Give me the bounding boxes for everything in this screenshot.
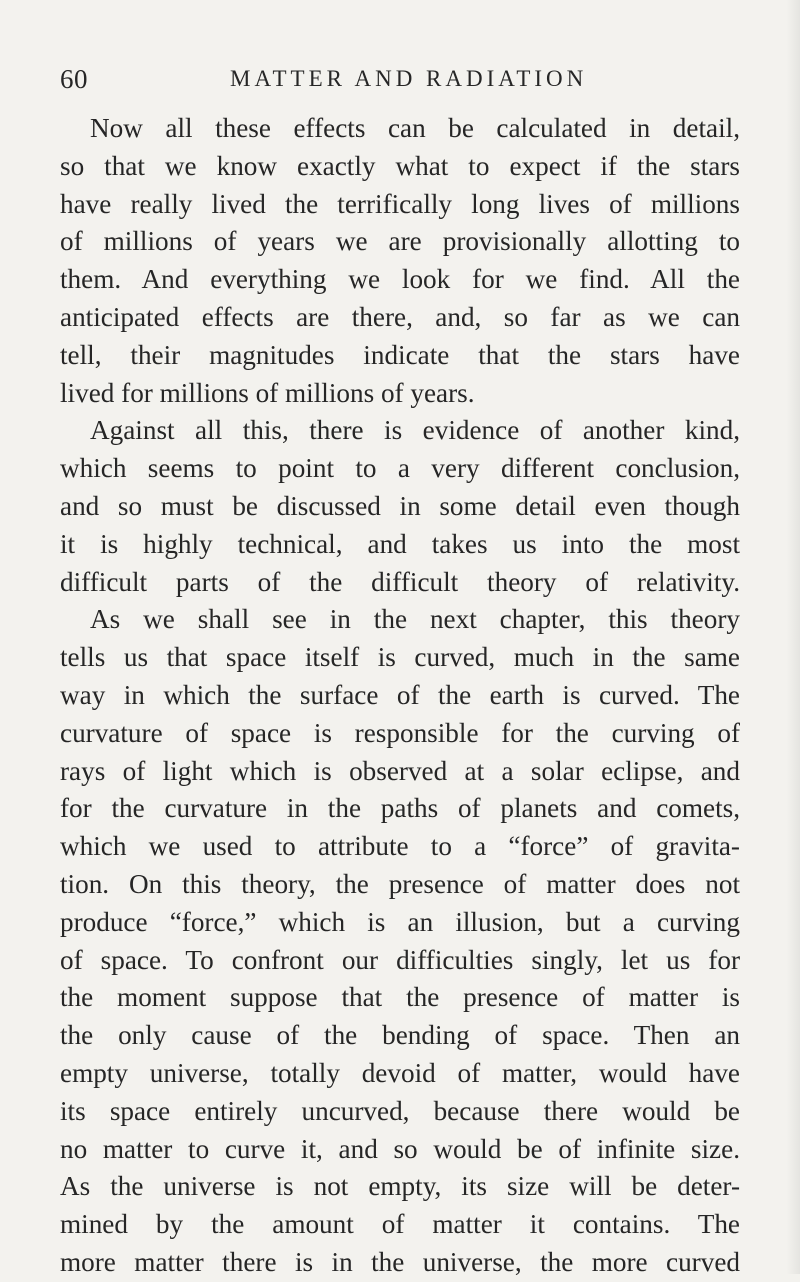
- text-line: of millions of years we are provisionally allotting to: [60, 226, 740, 257]
- text-line: which seems to point to a very different conclusion,: [60, 453, 740, 484]
- text-line: tells us that space itself is curved, much in the same: [60, 642, 740, 673]
- text-line: more matter there is in the universe, the more curved: [60, 1246, 740, 1277]
- text-line: produce “force,” which is an illusion, but a curving: [60, 906, 740, 937]
- text-line: so that we know exactly what to expect if the stars: [60, 150, 740, 181]
- text-line: curvature of space is responsible for the curving of: [60, 717, 740, 748]
- text-line: tion. On this theory, the presence of matter does not: [60, 868, 740, 899]
- text-line: lived for millions of millions of years.: [60, 377, 475, 408]
- text-line: mined by the amount of matter it contains. The: [60, 1209, 740, 1240]
- text-line: the moment suppose that the presence of matter is: [60, 982, 740, 1013]
- text-line: and so must be discussed in some detail even though: [60, 490, 740, 521]
- page-header: [60, 62, 740, 102]
- text-line: empty universe, totally devoid of matter, would have: [60, 1057, 740, 1088]
- text-line: difficult parts of the difficult theory of relativity.: [60, 566, 740, 597]
- text-line: for the curvature in the paths of planets and comets,: [60, 793, 740, 824]
- body-text: [60, 110, 740, 1282]
- text-line: tell, their magnitudes indicate that the stars have: [60, 339, 740, 370]
- text-line: As the universe is not empty, its size will be deter-: [60, 1171, 740, 1202]
- text-line: them. And everything we look for we find. All the: [60, 264, 740, 295]
- page-number: 60: [60, 64, 88, 94]
- text-line: As we shall see in the next chapter, this theory: [90, 604, 740, 635]
- text-line: anticipated effects are there, and, so far as we can: [60, 301, 740, 332]
- text-line: Against all this, there is evidence of another kind,: [90, 415, 740, 446]
- page-edge-shadow: [786, 0, 800, 1274]
- text-line: of space. To confront our difficulties singly, let us for: [60, 944, 740, 975]
- text-line: its space entirely uncurved, because there would be: [60, 1095, 740, 1126]
- text-line: the only cause of the bending of space. Then an: [60, 1020, 740, 1051]
- text-line: no matter to curve it, and so would be of infinite size.: [60, 1133, 740, 1164]
- text-line: way in which the surface of the earth is curved. The: [60, 679, 740, 710]
- text-line: Now all these effects can be calculated in detail,: [90, 113, 740, 143]
- text-line: it is highly technical, and takes us into the most: [60, 528, 740, 559]
- text-line: rays of light which is observed at a solar eclipse, and: [60, 755, 740, 786]
- text-line: which we used to attribute to a “force” of gravita-: [60, 831, 740, 862]
- running-head: MATTER AND RADIATION: [230, 66, 588, 91]
- text-line: have really lived the terrifically long lives of millions: [60, 188, 740, 219]
